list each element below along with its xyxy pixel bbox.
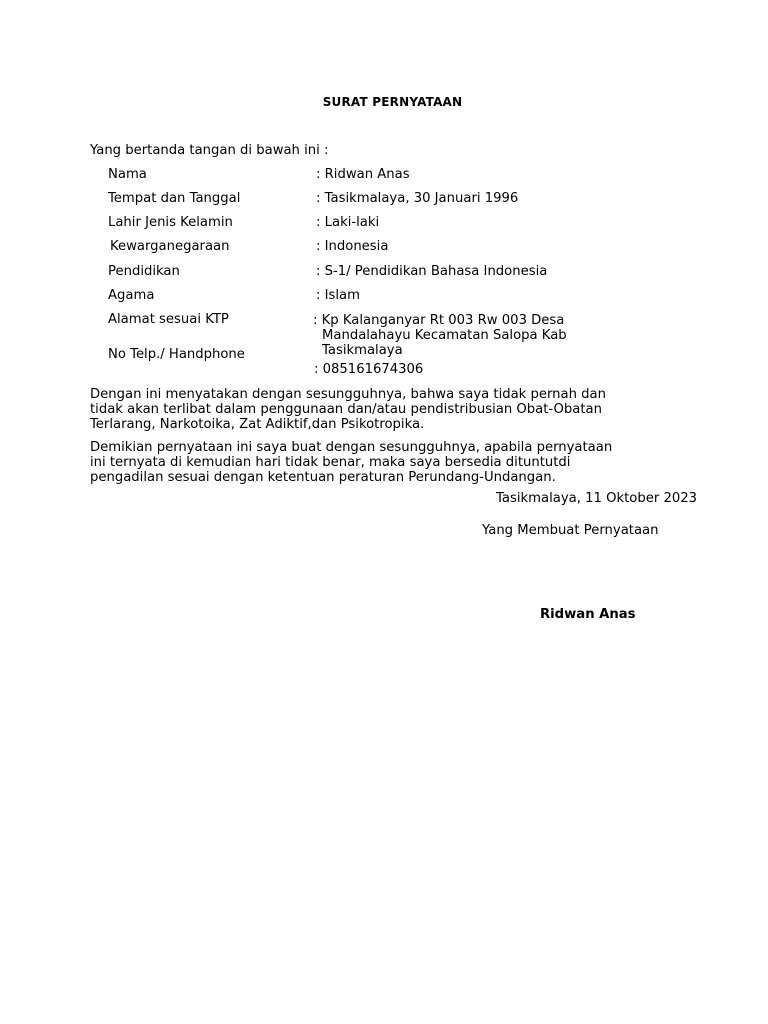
- field-label-nama: Nama: [108, 167, 147, 182]
- field-value-tempat-tanggal: : Tasikmalaya, 30 Januari 1996: [316, 191, 519, 206]
- paragraph1-line1: Dengan ini menyatakan dengan sesungguhnya, bahwa saya tidak pernah dan: [90, 387, 606, 402]
- signatory-caption: Yang Membuat Pernyataan: [482, 523, 659, 538]
- field-value-jenis-kelamin: : Laki-laki: [316, 215, 380, 230]
- field-value-nama: : Ridwan Anas: [316, 167, 410, 182]
- field-value-pendidikan: : S-1/ Pendidikan Bahasa Indonesia: [316, 264, 548, 279]
- document-title: SURAT PERNYATAAN: [322, 95, 463, 109]
- field-label-tempat: Tempat dan Tanggal: [108, 191, 241, 206]
- field-value-alamat-line1: : Kp Kalanganyar Rt 003 Rw 003 Desa: [313, 313, 565, 328]
- paragraph1-line3: Terlarang, Narkotoika, Zat Adiktif,dan Psikotropika.: [90, 417, 425, 432]
- signatory-name: Ridwan Anas: [540, 607, 636, 622]
- paragraph2-line2: ini ternyata di kemudian hari tidak benar, maka saya bersedia dituntutdi: [90, 455, 571, 470]
- paragraph1-line2: tidak akan terlibat dalam penggunaan dan/atau pendistribusian Obat-Obatan: [90, 402, 602, 417]
- field-value-alamat-line2: Mandalahayu Kecamatan Salopa Kab: [322, 328, 567, 343]
- field-value-agama: : Islam: [316, 288, 360, 303]
- field-label-pendidikan: Pendidikan: [108, 264, 180, 279]
- field-label-lahir-jenis-kelamin: Lahir Jenis Kelamin: [108, 215, 233, 230]
- field-label-agama: Agama: [108, 288, 155, 303]
- paragraph2-line3: pengadilan sesuai dengan ketentuan peraturan Perundang-Undangan.: [90, 470, 556, 485]
- field-value-telp: : 085161674306: [314, 362, 424, 377]
- field-label-alamat: Alamat sesuai KTP: [108, 312, 229, 327]
- field-value-kewarganegaraan: : Indonesia: [316, 239, 389, 254]
- field-label-kewarganegaraan: Kewarganegaraan: [110, 239, 230, 254]
- field-value-alamat-line3: Tasikmalaya: [322, 343, 403, 358]
- field-label-telp: No Telp./ Handphone: [108, 347, 245, 362]
- place-date: Tasikmalaya, 11 Oktober 2023: [496, 491, 697, 506]
- paragraph2-line1: Demikian pernyataan ini saya buat dengan sesungguhnya, apabila pernyataan: [90, 440, 613, 455]
- intro-text: Yang bertanda tangan di bawah ini :: [90, 143, 329, 158]
